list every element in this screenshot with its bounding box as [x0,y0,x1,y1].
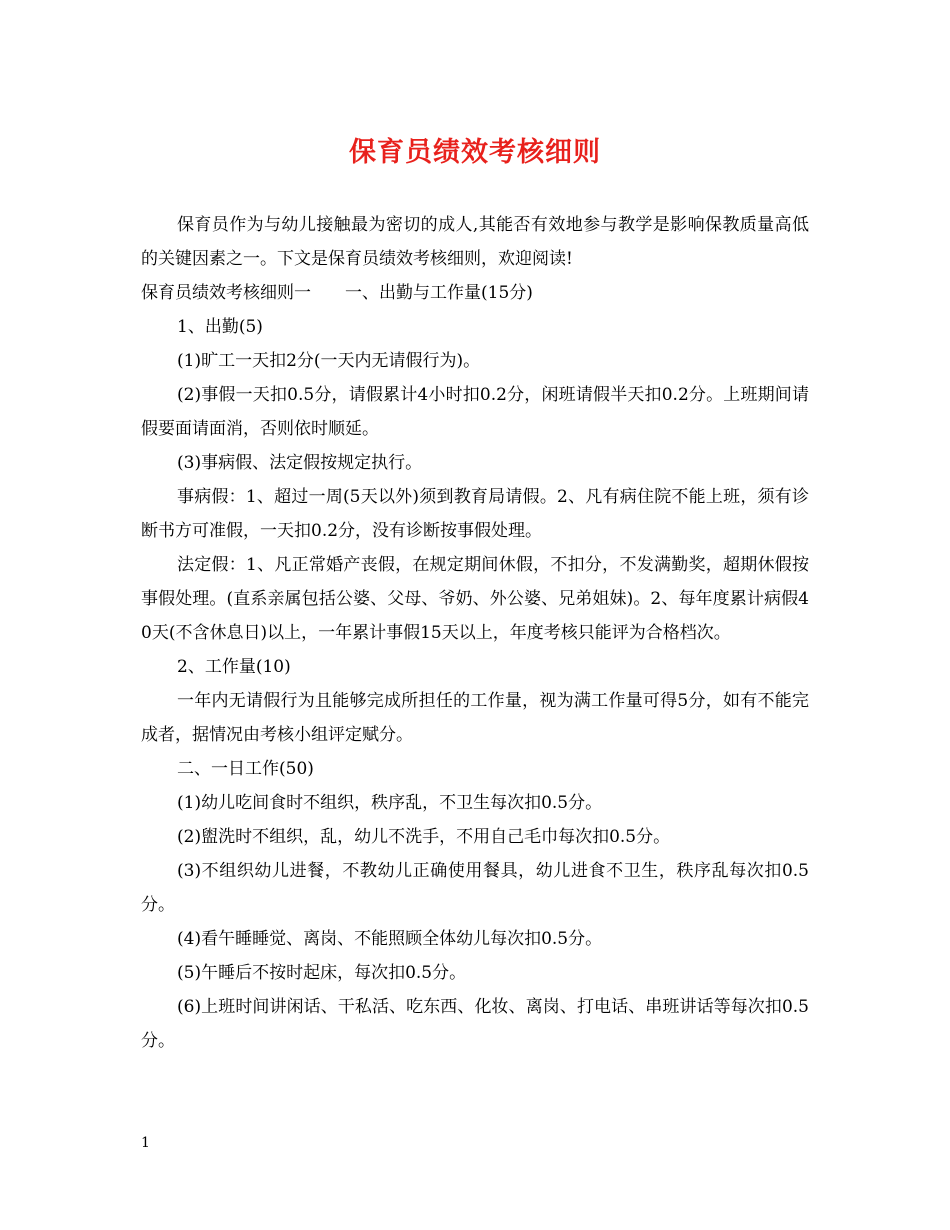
document-title: 保育员绩效考核细则 [349,137,601,168]
paragraph-workload-heading: 2、工作量(10) [177,657,291,677]
paragraph-meal-rule: (3)不组织幼儿进餐，不教幼儿正确使用餐具，幼儿进食不卫生，秩序乱每次扣0.5分。 [141,861,809,915]
paragraph-absence-rule: (1)旷工一天扣2分(一天内无请假行为)。 [177,351,481,371]
paragraph-attendance-heading: 1、出勤(5) [177,317,263,337]
paragraph-snack-rule: (1)幼儿吃间食时不组织，秩序乱，不卫生每次扣0.5分。 [177,793,603,813]
intro-paragraph: 保育员作为与幼儿接触最为密切的成人,其能否有效地参与教学是影响保教质量高低的关键因素之一。下文是保育员绩效考核细则，欢迎阅读! [141,215,809,269]
paragraph-personal-leave-rule: (2)事假一天扣0.5分，请假累计4小时扣0.2分，闲班请假半天扣0.2分。上班期间请假要面请面消，否则依时顺延。 [141,385,809,439]
section-heading-line [141,276,809,310]
paragraph-leave-policy: (3)事病假、法定假按规定执行。 [177,453,423,473]
document-body [141,208,809,1058]
paragraph-daily-work-heading: 二、一日工作(50) [177,759,314,779]
paragraph-workload-rule: 一年内无请假行为且能够完成所担任的工作量，视为满工作量可得5分，如有不能完成者，据情况由考核小组评定赋分。 [141,691,809,745]
paragraph-statutory-leave: 法定假：1、凡正常婚产丧假，在规定期间休假，不扣分，不发满勤奖，超期休假按事假处理。(直系亲属包括公婆、父母、爷奶、外公婆、兄弟姐妹)。2、每年度累计病假40天(不含休息日)以上，一年累计事假15天以上，年度考核只能评为合格档次。 [141,555,809,643]
paragraph-nap-supervision-rule: (4)看午睡睡觉、离岗、不能照顾全体幼儿每次扣0.5分。 [177,929,603,949]
section-heading-right: 一、出勤与工作量(15分) [345,283,533,303]
paragraph-washing-rule: (2)盥洗时不组织，乱，幼儿不洗手，不用自己毛巾每次扣0.5分。 [177,827,671,847]
paragraph-conduct-rule: (6)上班时间讲闲话、干私活、吃东西、化妆、离岗、打电话、串班讲话等每次扣0.5分。 [141,997,809,1051]
page-number: 1 [141,1135,150,1151]
section-heading-left: 保育员绩效考核细则一 [141,283,311,303]
paragraph-sick-leave: 事病假：1、超过一周(5天以外)须到教育局请假。2、凡有病住院不能上班，须有诊断书方可准假，一天扣0.2分，没有诊断按事假处理。 [141,487,809,541]
paragraph-wakeup-rule: (5)午睡后不按时起床，每次扣0.5分。 [177,963,467,983]
